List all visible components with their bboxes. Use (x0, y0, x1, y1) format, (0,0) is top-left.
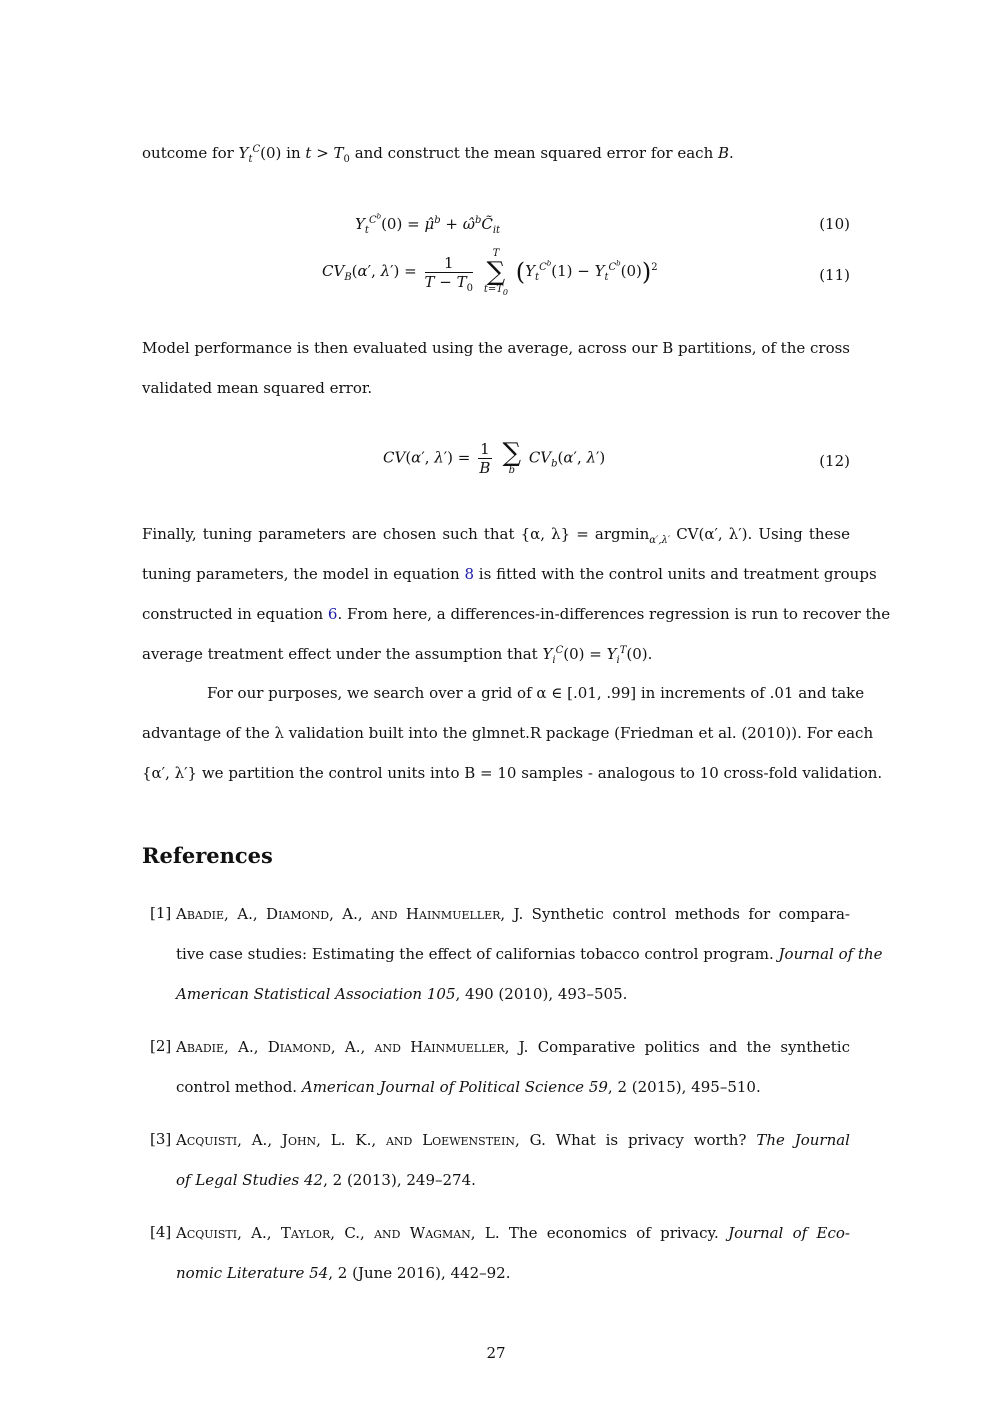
reference-2-line-1: Abadie, A., Diamond, A., and Hainmueller, J. Comparative politics and the synthetic (176, 1038, 851, 1056)
paragraph-1-line-1: Model performance is then evaluated using the average, across our B partitions, of the cross (142, 339, 850, 357)
equation-10-number: (10) (819, 215, 850, 233)
equation-11-number: (11) (819, 266, 850, 284)
equation-10: $Y_t^{C^b}(0)$ = μ̂$^b$ + $\omegâ^bC̃_{it}$ (355, 212, 501, 236)
paragraph-3-line-3: {α′, λ′} we partition the control units into B = 10 samples - analogous to 10 cross-fold validation. (142, 764, 883, 782)
equation-6-link[interactable]: 6 (327, 605, 338, 623)
paragraph-2-line-1: Finally, tuning parameters are chosen such that {α, λ} = argmin$_{\alpha',\lambda'}$ CV(α′, λ′). Using these (142, 525, 850, 546)
equation-8-link[interactable]: 8 (464, 565, 475, 583)
paragraph-2-line-3: constructed in equation 6. From here, a differences-in-differences regression is run to recover the (142, 605, 891, 623)
paragraph-3-line-2: advantage of the λ validation built into the glmnet.R package (Friedman et al. (2010)). For each (142, 724, 874, 742)
reference-1-line-3: American Statistical Association 105, 490 (2010), 493–505. (176, 985, 628, 1003)
paragraph-3-line-1: For our purposes, we search over a grid of α ∈ [.01, .99] in increments of .01 and take (207, 684, 865, 702)
reference-label: [2] (150, 1037, 172, 1055)
reference-label: [1] (150, 904, 172, 922)
equation-12: CV(α′, λ′) = $\frac{1}{B}$ ∑ b $CV_b(\alpha'$, λ′) (383, 437, 606, 477)
reference-2-line-2: control method. American Journal of Political Science 59, 2 (2015), 495–510. (176, 1078, 761, 1096)
paragraph-2-line-4: average treatment effect under the assumption that $Y_i^C(0) = Y_i^T(0)$. (142, 645, 653, 666)
reference-3-line-2: of Legal Studies 42, 2 (2013), 249–274. (176, 1171, 476, 1189)
paragraph-2-line-2: tuning parameters, the model in equation 8 is fitted with the control units and treatment groups (142, 565, 877, 583)
equation-12-number: (12) (819, 452, 850, 470)
reference-label: [4] (150, 1223, 172, 1241)
references-heading: References (142, 843, 273, 868)
reference-4-line-2: nomic Literature 54, 2 (June 2016), 442–92. (176, 1264, 511, 1282)
page-number: 27 (486, 1344, 506, 1362)
reference-label: [3] (150, 1130, 172, 1148)
reference-4-line-1: Acquisti, A., Taylor, C., and Wagman, L. The economics of privacy. Journal of Eco- (176, 1224, 850, 1242)
reference-1-line-2: tive case studies: Estimating the effect of californias tobacco control program. Journal of the (176, 945, 883, 963)
reference-1-line-1: Abadie, A., Diamond, A., and Hainmueller, J. Synthetic control methods for compara- (176, 905, 851, 923)
intro-line: outcome for $Y_t^C(0)$ in $t > T_0$ and construct the mean squared error for each B. (142, 144, 734, 165)
equation-11: $CV_B(\alpha'$, λ′) = $\frac{1}{T - T_0}$ T ∑ $t=T_0$ $(Y_t^{C^b}(1) - Y_t^{C^b}(0))^2$ (322, 248, 658, 297)
reference-3-line-1: Acquisti, A., John, L. K., and Loewenstein, G. What is privacy worth? The Journal (176, 1131, 850, 1149)
paragraph-1-line-2: validated mean squared error. (142, 379, 373, 397)
